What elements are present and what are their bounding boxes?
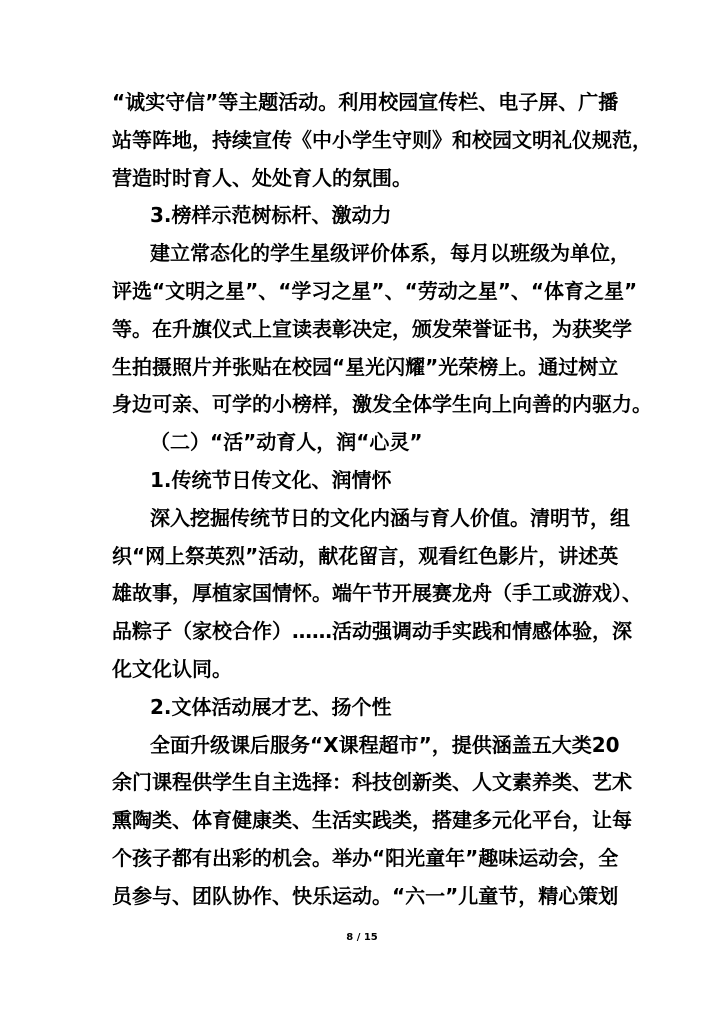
body-text-line: 个孩子都有出彩的机会。举办“阳光童年”趣味运动会，全 (112, 845, 619, 870)
section-heading: 1.传统节日传文化、润情怀 (150, 467, 392, 492)
body-text-line: 深入挖掘传统节日的文化内涵与育人价值。清明节，组 (150, 505, 630, 530)
body-text-line: 化文化认同。 (112, 656, 232, 681)
body-text-line: 熏陶类、体育健康类、生活实践类，搭建多元化平台，让每 (112, 808, 632, 833)
body-text-line: 生拍摄照片并张贴在校园“星光闪耀”光荣榜上。通过树立 (112, 354, 619, 379)
document-page (112, 84, 652, 916)
body-text-line: 营造时时育人、处处育人的氛围。 (112, 165, 412, 190)
section-heading: 3.榜样示范树标杆、激动力 (150, 203, 392, 228)
body-text-line: 站等阵地，持续宣传《中小学生守则》和校园文明礼仪规范， (112, 127, 652, 152)
page-number: 8 / 15 (346, 932, 378, 943)
section-heading: 2.文体活动展才艺、扬个性 (150, 694, 392, 719)
body-text-line: 员参与、团队协作、快乐运动。“六一”儿童节，精心策划 (112, 883, 619, 908)
body-text-line: 全面升级课后服务“X课程超市”，提供涵盖五大类20 (150, 732, 620, 757)
body-text-line: 身边可亲、可学的小榜样，激发全体学生向上向善的内驱力。 (112, 392, 652, 417)
section-heading: （二）“活”动育人，润“心灵” (150, 430, 423, 455)
body-text-line: 织“网上祭英烈”活动，献花留言，观看红色影片，讲述英 (112, 543, 619, 568)
body-text-line: 等。在升旗仪式上宣读表彰决定，颁发荣誉证书，为获奖学 (112, 316, 632, 341)
body-text-line: 雄故事，厚植家国情怀。端午节开展赛龙舟（手工或游戏）、 (112, 581, 642, 606)
body-text-line: 评选“文明之星”、“学习之星”、“劳动之星”、“体育之星” (112, 278, 638, 303)
body-text-line: 余门课程供学生自主选择：科技创新类、人文素养类、艺术 (112, 770, 632, 795)
body-text-line: 建立常态化的学生星级评价体系，每月以班级为单位， (150, 241, 630, 266)
body-text-line: “诚实守信”等主题活动。利用校园宣传栏、电子屏、广播 (112, 90, 619, 114)
body-text-line: 品粽子（家校合作）……活动强调动手实践和情感体验，深 (112, 619, 632, 644)
